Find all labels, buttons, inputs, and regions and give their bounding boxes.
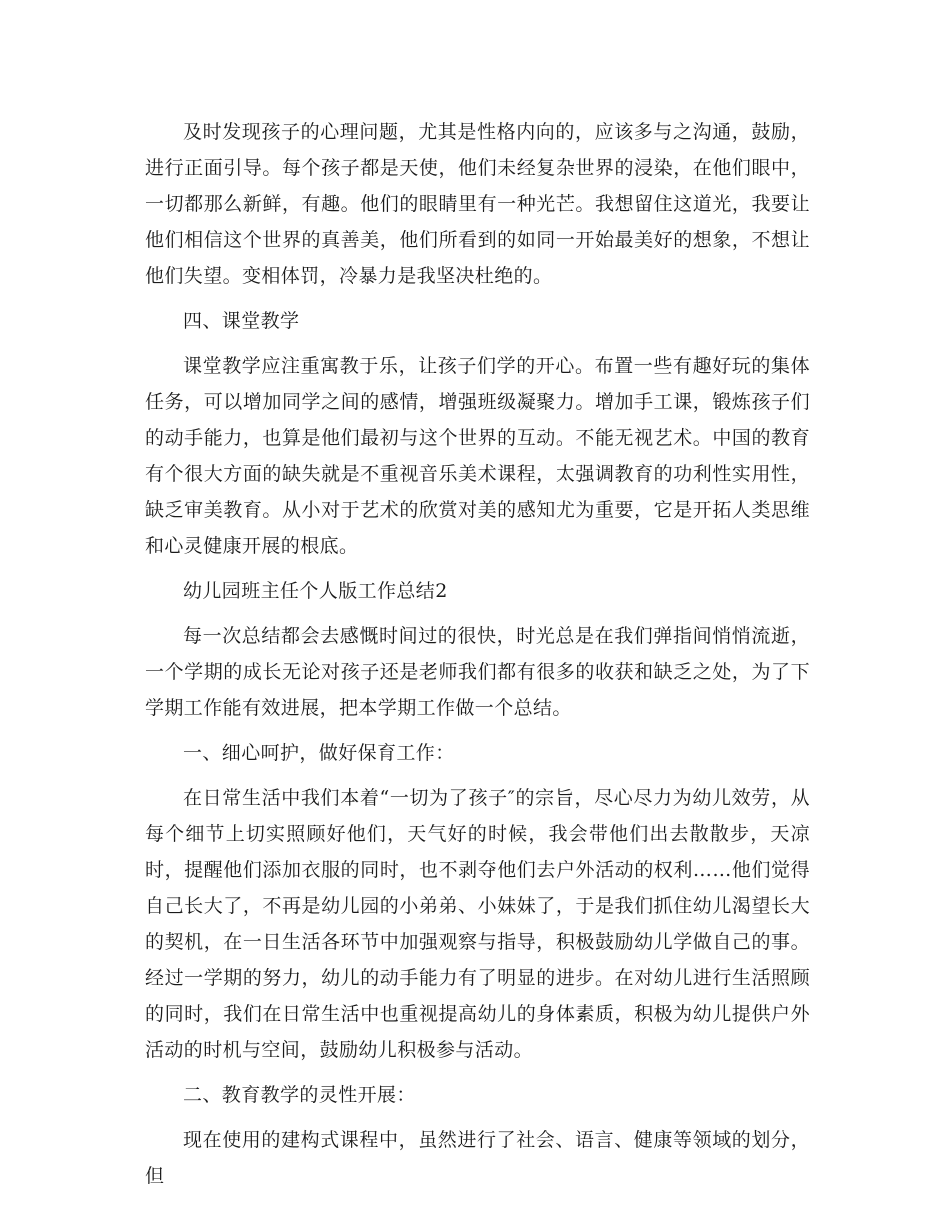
section-heading-education: 二、教育教学的灵性开展： xyxy=(183,1084,416,1106)
paragraph-education: 现在使用的建构式课程中，虽然进行了社会、语言、健康等领域的划分，但 xyxy=(145,1129,810,1187)
document-body xyxy=(145,114,810,1203)
paragraph-intro-summary: 每一次总结都会去感慨时间过的很快，时光总是在我们弹指间悄悄流逝，一个学期的成长无论对孩子还是老师我们都有很多的收获和缺乏之处，为了下学期工作能有效进展，把本学期工作做一个总结。 xyxy=(145,625,810,719)
section-heading-classroom-teaching: 四、课堂教学 xyxy=(183,310,300,332)
paragraph-child-psychology: 及时发现孩子的心理问题，尤其是性格内向的，应该多与之沟通，鼓励，进行正面引导。每个孩子都是天使，他们未经复杂世界的浸染，在他们眼中，一切都那么新鲜，有趣。他们的眼睛里有一种光芒。我想留住这道光，我要让他们相信这个世界的真善美，他们所看到的如同一开始最美好的想象，不想让他们失望。变相体罚，冷暴力是我坚决杜绝的。 xyxy=(145,121,810,287)
document-title-summary-2: 幼儿园班主任个人版工作总结2 xyxy=(183,580,448,602)
section-heading-care-work: 一、细心呵护，做好保育工作： xyxy=(183,742,455,764)
paragraph-classroom-teaching: 课堂教学应注重寓教于乐，让孩子们学的开心。布置一些有趣好玩的集体任务，可以增加同学之间的感情，增强班级凝聚力。增加手工课，锻炼孩子们的动手能力，也算是他们最初与这个世界的互动。不能无视艺术。中国的教育有个很大方面的缺失就是不重视音乐美术课程，太强调教育的功利性实用性，缺乏审美教育。从小对于艺术的欣赏对美的感知尤为重要，它是开拓人类思维和心灵健康开展的根底。 xyxy=(145,355,810,557)
paragraph-care-work: 在日常生活中我们本着“一切为了孩子″的宗旨，尽心尽力为幼儿效劳，从每个细节上切实照顾好他们，天气好的时候，我会带他们出去散散步，天凉时，提醒他们添加衣服的同时，也不剥夺他们去户外活动的权利……他们觉得自己长大了，不再是幼儿园的小弟弟、小妹妹了，于是我们抓住幼儿渴望长大的契机，在一日生活各环节中加强观察与指导，积极鼓励幼儿学做自己的事。经过一学期的努力，幼儿的动手能力有了明显的进步。在对幼儿进行生活照顾的同时，我们在日常生活中也重视提高幼儿的身体素质，积极为幼儿提供户外活动的时机与空间，鼓励幼儿积极参与活动。 xyxy=(145,787,810,1061)
